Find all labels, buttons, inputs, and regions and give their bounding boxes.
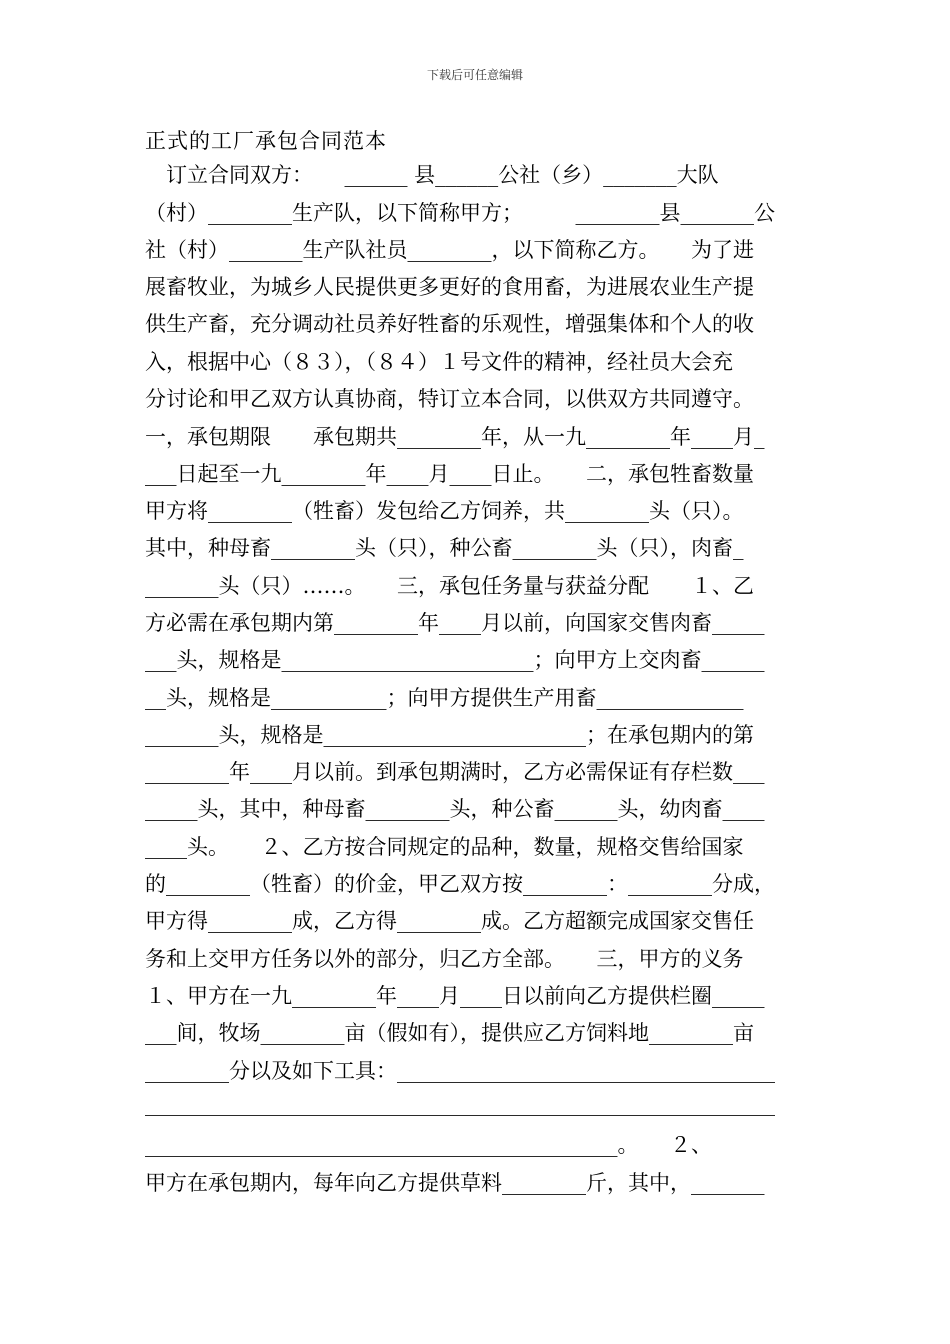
body-line: 其中，种母畜________头（只），种公畜________头（只），肉畜_ [145, 536, 744, 560]
body-line: １、甲方在一九________年____月____日以前向乙方提供栏圈_____ [145, 984, 765, 1008]
body-line: ___头，规格是________________________；向甲方上交肉畜______ [145, 648, 765, 672]
body-line: 甲方得________成，乙方得________成。乙方超额完成国家交售任 [145, 909, 754, 933]
body-line: __头，规格是___________；向甲方提供生产用畜______________ [145, 686, 744, 710]
body-line: ___间，牧场________亩（假如有），提供应乙方饲料地________亩 [145, 1021, 754, 1045]
body-line: 入，根据中心（８３），（８４）１号文件的精神，经社员大会充 [145, 350, 733, 374]
body-line: （村）________生产队，以下简称甲方； ________县_______公 [145, 201, 775, 225]
body-line: 方必需在承包期内第________年____月以前，向国家交售肉畜_____ [145, 611, 765, 635]
body-line: ________年____月以前。到承包期满时，乙方必需保证有存栏数___ [145, 760, 765, 784]
body-line: ____________________________________________________________ [145, 1092, 775, 1116]
body-line: ________分以及如下工具：____________________________________ [145, 1059, 775, 1083]
body-line: 社（村）_______生产队社员________，以下简称乙方。 为了进 [145, 238, 754, 262]
page-header: 下载后可任意编辑 [426, 68, 523, 82]
body-line: 一，承包期限 承包期共________年，从一九________年____月_ [145, 425, 765, 449]
body-line: _______头，规格是_________________________；在承包期内的第 [145, 723, 754, 747]
body-line: _____________________________________________。 ２、 [145, 1133, 712, 1157]
body-line: 的________（牲畜）的价金，甲乙双方按________：________分成， [145, 872, 775, 896]
body-line: _______头（只）……。 三，承包任务量与获益分配 １、乙 [145, 574, 754, 598]
body-line: _____头，其中，种母畜________头，种公畜______头，幼肉畜____ [145, 797, 765, 821]
body-line: ___日起至一九________年____月____日止。 二，承包牲畜数量 [145, 462, 754, 486]
document-title: 正式的工厂承包合同范本 [145, 129, 387, 153]
body-line: 甲方将________（牲畜）发包给乙方饲养，共________头（只）。 [145, 499, 744, 523]
body-line: 订立合同双方： ______ 县______公社（乡）_______大队 [145, 163, 719, 187]
body-line: 展畜牧业，为城乡人民提供更多更好的食用畜，为进展农业生产提 [145, 275, 754, 299]
body-line: ____头。 ２、乙方按合同规定的品种，数量，规格交售给国家 [145, 835, 744, 859]
body-line: 分讨论和甲乙双方认真协商，特订立本合同，以供双方共同遵守。 [145, 387, 754, 411]
body-line: 甲方在承包期内，每年向乙方提供草料________斤，其中，_______ [145, 1171, 765, 1195]
body-line: 务和上交甲方任务以外的部分，归乙方全部。 三，甲方的义务 [145, 947, 744, 971]
body-line: 供生产畜，充分调动社员养好牲畜的乐观性，增强集体和个人的收 [145, 312, 754, 336]
